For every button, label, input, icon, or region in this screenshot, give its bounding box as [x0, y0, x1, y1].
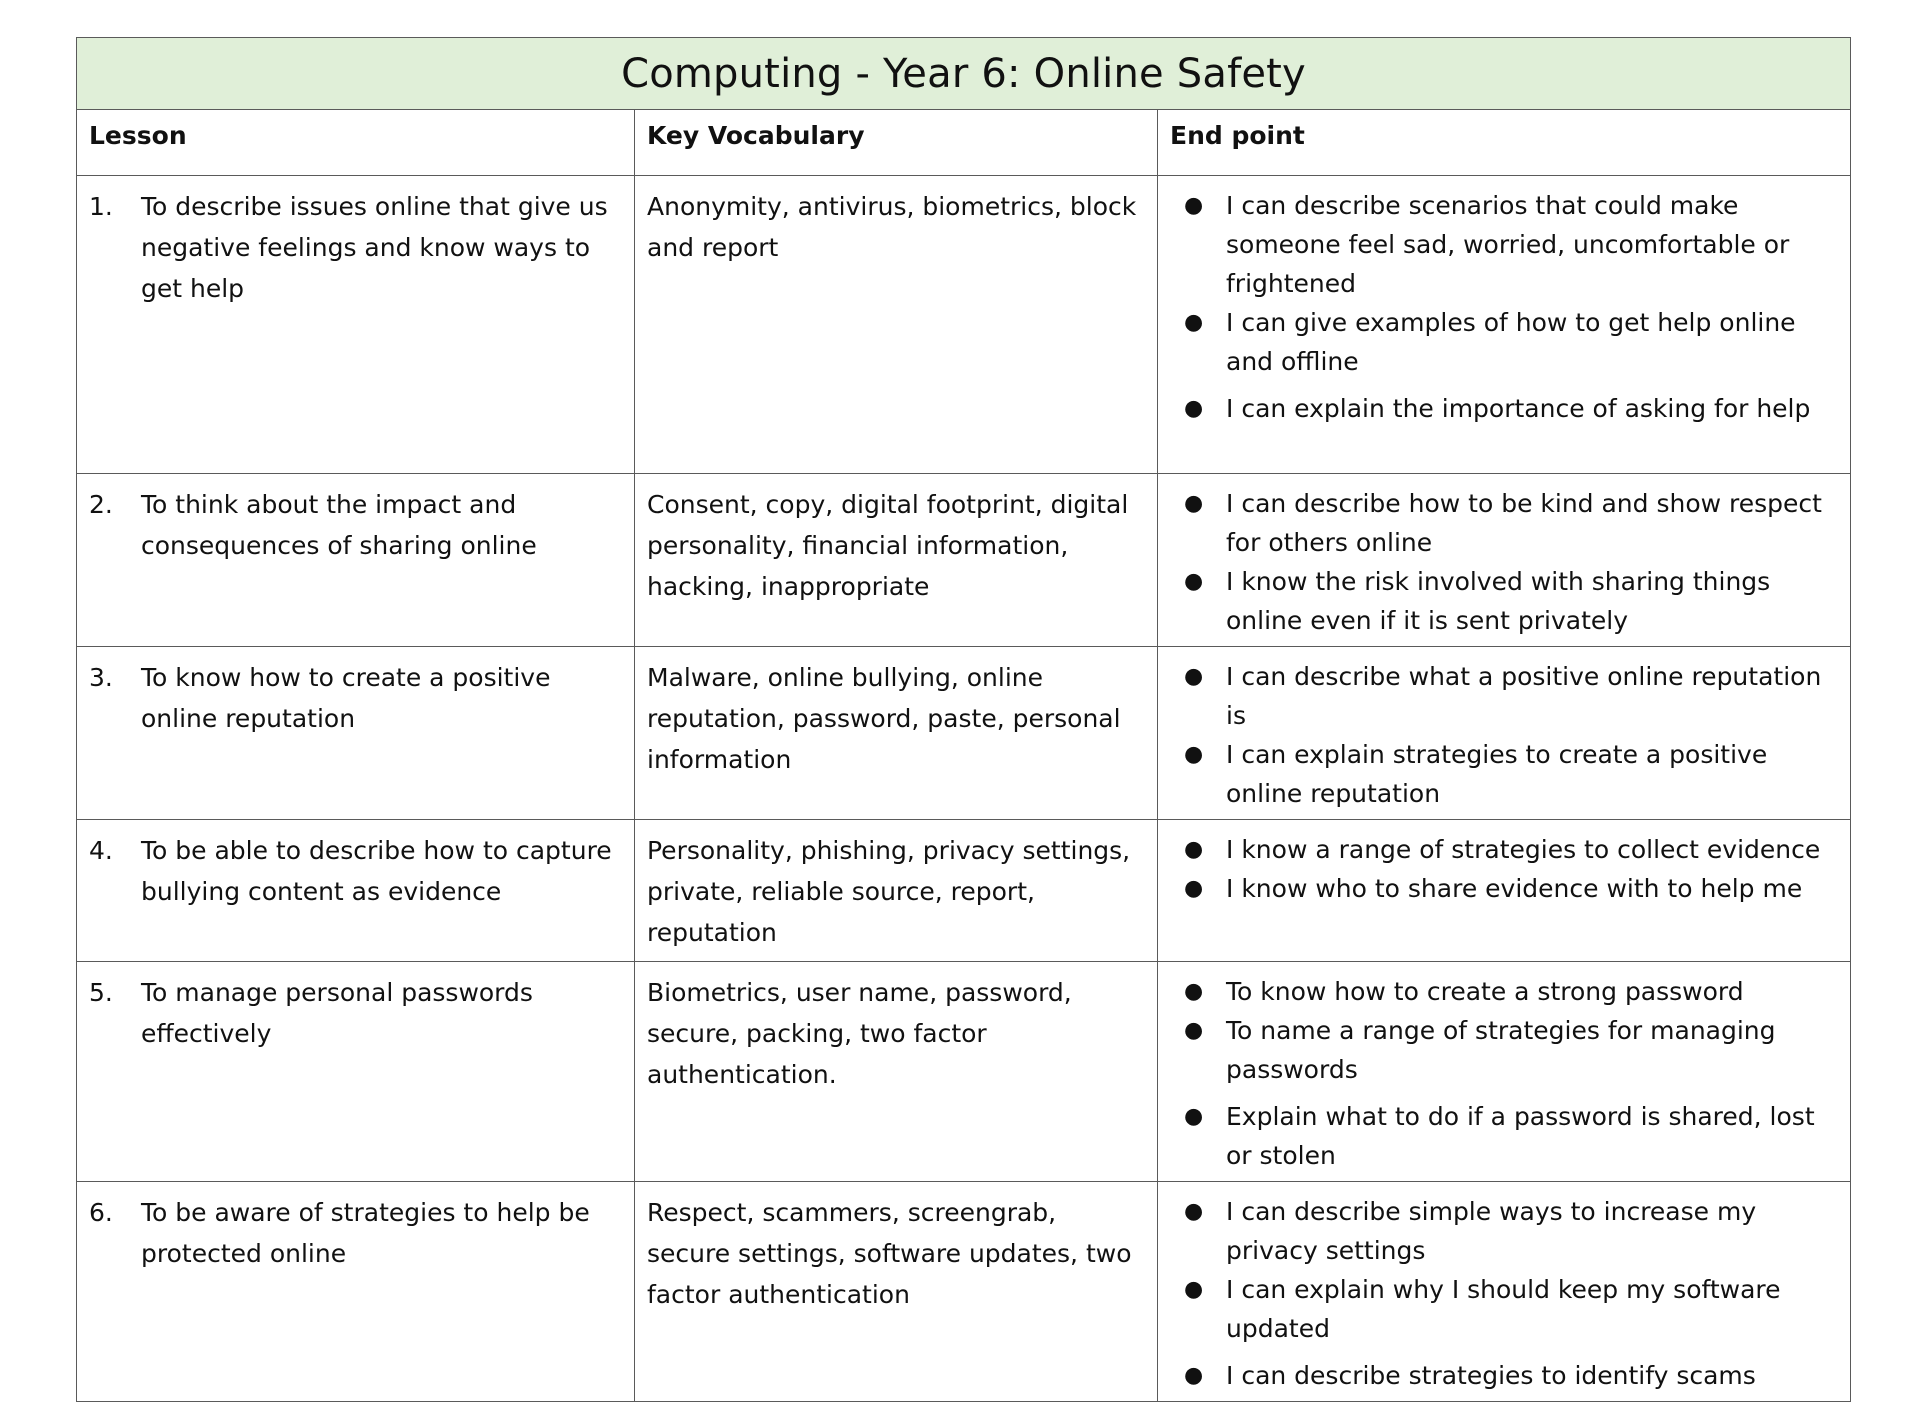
bullet-icon: ● — [1184, 837, 1204, 862]
bullet-icon: ● — [1184, 193, 1204, 218]
vocabulary-cell: Personality, phishing, privacy settings, private, reliable source, report, reputation — [635, 820, 1158, 962]
table-row — [77, 647, 1851, 820]
lesson-cell — [77, 176, 635, 474]
end-point-item: ● I can describe what a positive online reputation is — [1170, 657, 1838, 735]
end-point-item: ● I can describe strategies to identify scams — [1170, 1356, 1838, 1395]
title-row — [77, 38, 1851, 110]
end-point-item: ● To know how to create a strong password — [1170, 972, 1838, 1011]
end-point-item: ● I know a range of strategies to collect evidence — [1170, 830, 1838, 869]
end-point-cell — [1158, 647, 1851, 820]
lesson-cell — [77, 647, 635, 820]
lesson-objective: To be able to describe how to capture bullying content as evidence — [141, 836, 612, 906]
lesson-number: 5. — [89, 978, 113, 1007]
end-point-cell — [1158, 962, 1851, 1182]
end-point-cell — [1158, 1182, 1851, 1402]
table-row — [77, 962, 1851, 1182]
document-title: Computing - Year 6: Online Safety — [77, 38, 1851, 110]
bullet-icon: ● — [1184, 979, 1204, 1004]
end-point-item: ● I can explain why I should keep my software updated — [1170, 1270, 1838, 1348]
header-row — [77, 110, 1851, 176]
vocabulary-cell: Respect, scammers, screengrab, secure settings, software updates, two factor authentication — [635, 1182, 1158, 1402]
lesson-number: 4. — [89, 836, 113, 865]
lesson-objective: To describe issues online that give us negative feelings and know ways to get help — [141, 192, 608, 303]
end-point-cell — [1158, 474, 1851, 647]
end-point-item: ● I can explain strategies to create a positive online reputation — [1170, 735, 1838, 813]
end-point-list — [1170, 484, 1838, 640]
lesson-number: 2. — [89, 490, 113, 519]
table-row — [77, 474, 1851, 647]
bullet-icon: ● — [1184, 1104, 1204, 1129]
table-row — [77, 820, 1851, 962]
end-point-item: ● I know who to share evidence with to help me — [1170, 869, 1838, 908]
table-row — [77, 176, 1851, 474]
bullet-icon: ● — [1184, 491, 1204, 516]
end-point-list — [1170, 657, 1838, 813]
lesson-cell — [77, 820, 635, 962]
vocabulary-cell: Malware, online bullying, online reputation, password, paste, personal information — [635, 647, 1158, 820]
end-point-cell — [1158, 176, 1851, 474]
vocabulary-cell: Anonymity, antivirus, biometrics, block and report — [635, 176, 1158, 474]
end-point-item: ● Explain what to do if a password is shared, lost or stolen — [1170, 1097, 1838, 1175]
end-point-item: ● I can explain the importance of asking for help — [1170, 389, 1838, 428]
table-row — [77, 1182, 1851, 1402]
lesson-cell — [77, 1182, 635, 1402]
column-header-lesson: Lesson — [77, 110, 635, 176]
lesson-number: 6. — [89, 1198, 113, 1227]
vocabulary-cell: Biometrics, user name, password, secure, packing, two factor authentication. — [635, 962, 1158, 1182]
end-point-list — [1170, 830, 1838, 908]
lesson-cell — [77, 962, 635, 1182]
lesson-objective: To know how to create a positive online reputation — [141, 663, 551, 733]
bullet-icon: ● — [1184, 569, 1204, 594]
bullet-icon: ● — [1184, 1277, 1204, 1302]
bullet-icon: ● — [1184, 310, 1204, 335]
bullet-icon: ● — [1184, 742, 1204, 767]
bullet-icon: ● — [1184, 396, 1204, 421]
lesson-plan-table — [76, 37, 1851, 1402]
end-point-item: ● I know the risk involved with sharing things online even if it is sent privately — [1170, 562, 1838, 640]
lesson-cell — [77, 474, 635, 647]
end-point-item: ● I can give examples of how to get help online and offline — [1170, 303, 1838, 381]
lesson-number: 1. — [89, 192, 113, 221]
curriculum-sheet — [76, 37, 1850, 1402]
lesson-objective: To be aware of strategies to help be protected online — [141, 1198, 590, 1268]
lesson-number: 3. — [89, 663, 113, 692]
end-point-item: ● To name a range of strategies for managing passwords — [1170, 1011, 1838, 1089]
end-point-item: ● I can describe simple ways to increase my privacy settings — [1170, 1192, 1838, 1270]
end-point-list — [1170, 186, 1838, 428]
end-point-item: ● I can describe how to be kind and show respect for others online — [1170, 484, 1838, 562]
column-header-key-vocabulary: Key Vocabulary — [635, 110, 1158, 176]
bullet-icon: ● — [1184, 1363, 1204, 1388]
lesson-objective: To think about the impact and consequences of sharing online — [141, 490, 537, 560]
end-point-item: ● I can describe scenarios that could make someone feel sad, worried, uncomfortable or frightened — [1170, 186, 1838, 303]
column-header-end-point: End point — [1158, 110, 1851, 176]
bullet-icon: ● — [1184, 664, 1204, 689]
end-point-cell — [1158, 820, 1851, 962]
lesson-objective: To manage personal passwords effectively — [141, 978, 533, 1048]
vocabulary-cell: Consent, copy, digital footprint, digital personality, financial information, hacking, inappropriate — [635, 474, 1158, 647]
end-point-list — [1170, 972, 1838, 1175]
bullet-icon: ● — [1184, 876, 1204, 901]
bullet-icon: ● — [1184, 1199, 1204, 1224]
end-point-list — [1170, 1192, 1838, 1395]
bullet-icon: ● — [1184, 1018, 1204, 1043]
